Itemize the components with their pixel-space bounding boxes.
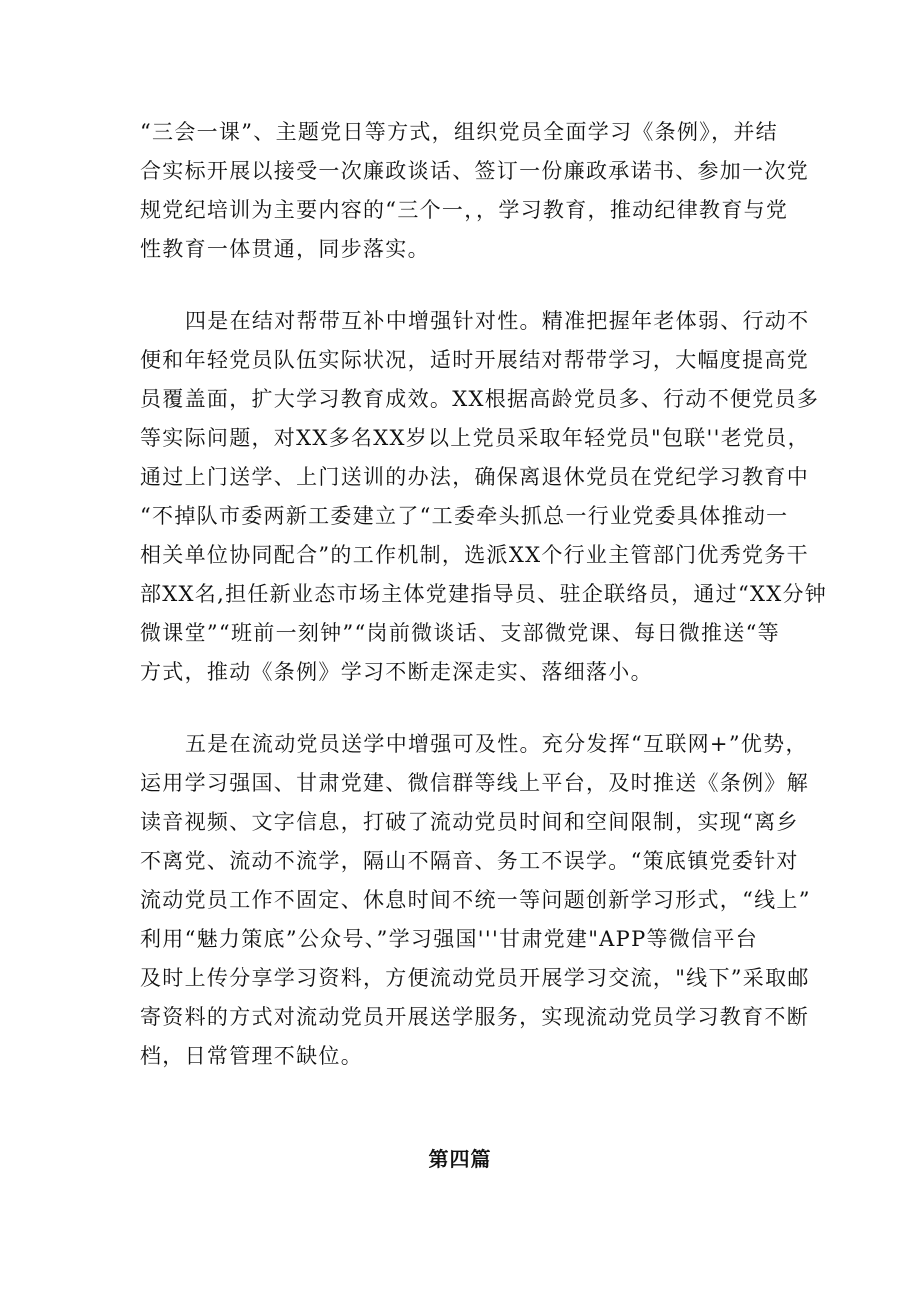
paragraph-2 [140,302,828,692]
paragraph-1 [140,113,809,269]
paragraph-line: 便和年轻党员队伍实际状况，适时开展结对帮带学习，大幅度提高党 [140,348,809,372]
paragraph-line: “不掉队市委两新工委建立了“工委牵头抓总一行业党委具体推动一 [140,504,789,528]
paragraph-line: 读音视频、文字信息，打破了流动党员时间和空间限制，实现“离乡 [140,810,799,834]
paragraph-line: 相关单位协同配合”的工作机制，选派XX个行业主管部门优秀党务干 [140,543,809,567]
paragraph-line: 等实际问题，对XX多名XX岁以上党员采取年轻党员"包联''老党员， [140,426,810,450]
paragraph-line: 通过上门送学、上门送训的办法，确保离退休党员在党纪学习教育中 [140,465,809,489]
paragraph-line: 合实标开展以接受一次廉政谈话、签订一份廉政承诺书、参加一次党 [140,159,809,183]
paragraph-line: 方式，推动《条例》学习不断走深走实、落细落小。 [140,660,653,684]
section-heading: 第四篇 [428,1147,492,1171]
paragraph-line: 规党纪培训为主要内容的“三个一，，学习教育，推动纪律教育与党 [140,198,789,222]
paragraph-line: 运用学习强国、甘肃党建、微信群等线上平台，及时推送《条例》解 [140,771,809,795]
paragraph-line: 性教育一体贯通，同步落实。 [140,237,430,261]
paragraph-line: “三会一课”、主题党日等方式，组织党员全面学习《条例》，并结 [140,120,778,144]
paragraph-line: 流动党员工作不固定、休息时间不统一等问题创新学习形式，“线上” [140,888,811,912]
paragraph-line: 利用“魅力策底”公众号、”学习强国'''甘肃党建"APP等微信平台 [140,927,759,951]
paragraph-line: 员覆盖面，扩大学习教育成效。XX根据高龄党员多、行动不便党员多 [140,387,820,411]
paragraph-line: 微课堂”“班前一刻钟”“岗前微谈话、支部微党课、每日微推送“等 [140,621,780,645]
paragraph-line: 四是在结对帮带互补中增强针对性。精准把握年老体弱、行动不 [185,309,810,333]
paragraph-line: 及时上传分享学习资料，方便流动党员开展学习交流，"线下”采取邮 [140,966,810,990]
paragraph-line: 档，日常管理不缺位。 [140,1044,363,1068]
paragraph-line: 寄资料的方式对流动党员开展送学服务，实现流动党员学习教育不断 [140,1005,809,1029]
paragraph-line: 部XX名,担任新业态市场主体党建指导员、驻企联络员，通过“XX分钟 [140,582,828,606]
paragraph-3 [140,725,811,1076]
paragraph-line: 不离党、流动不流学，隔山不隔音、务工不误学。“策底镇党委针对 [140,849,799,873]
paragraph-line: 五是在流动党员送学中增强可及性。充分发挥“互联网+”优势， [185,732,808,756]
